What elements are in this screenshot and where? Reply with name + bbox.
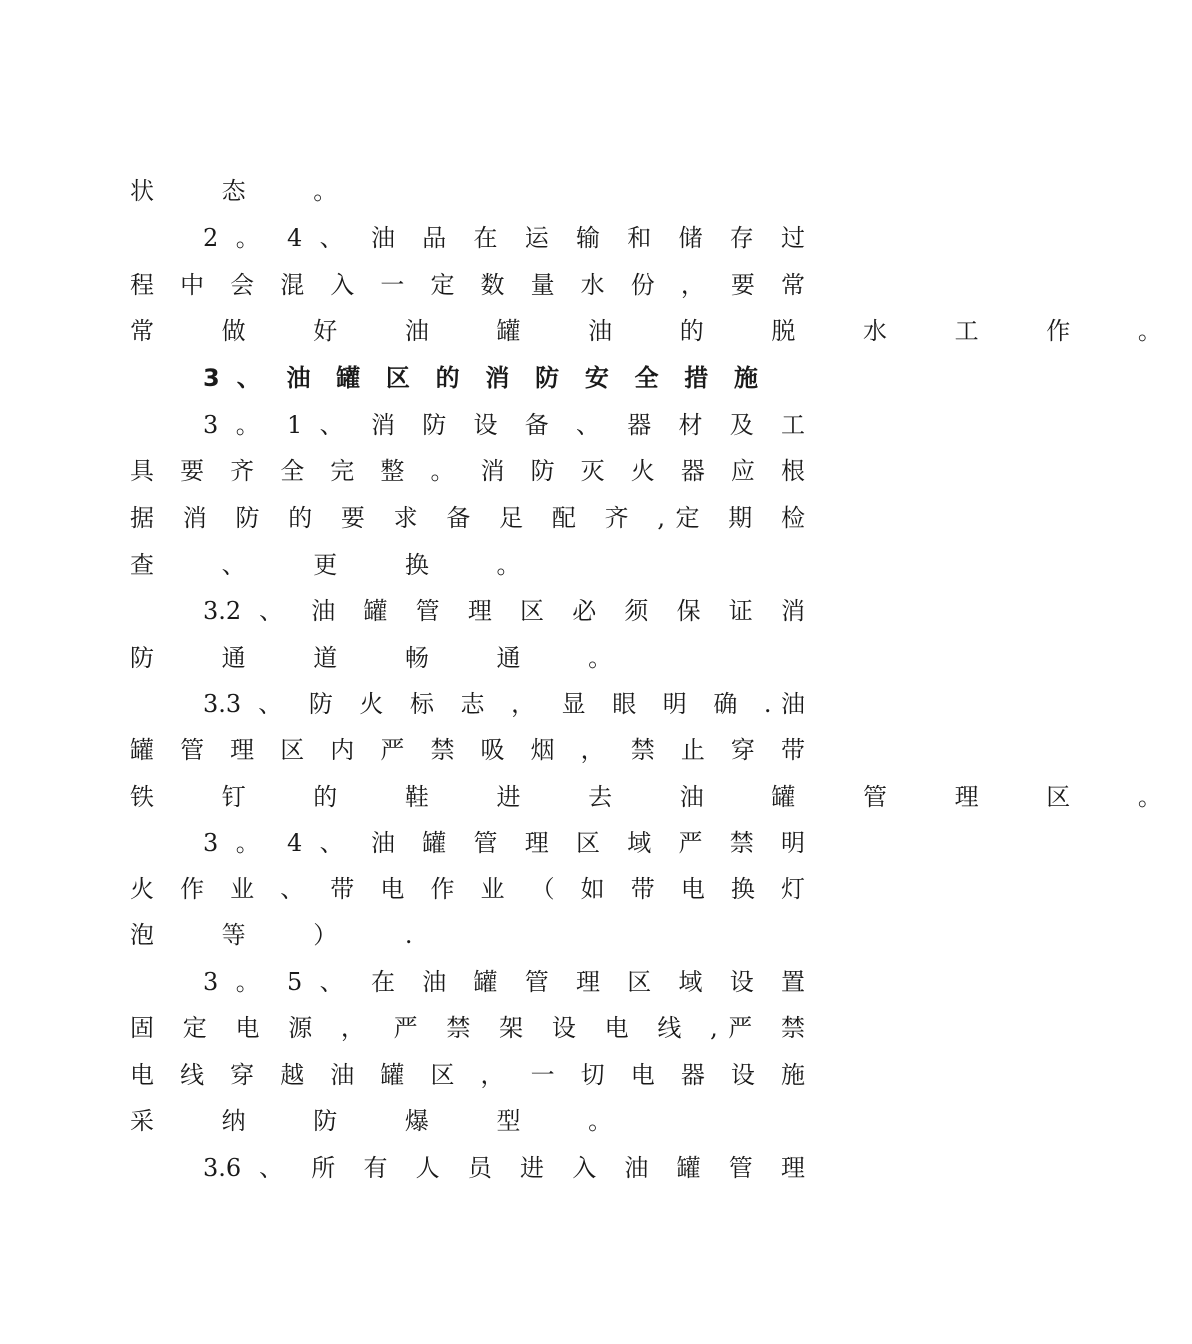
section-heading: 3 、 油 罐 区 的 消 防 安 全 措 施 — [203, 364, 758, 392]
text-line: 3 。 5 、 在 油 罐 管 理 区 域 设 置 — [203, 968, 805, 996]
text-line: 火 作 业 、 带 电 作 业 （ 如 带 电 换 灯 — [130, 875, 805, 903]
text-line: 3.6 、 所 有 人 员 进 入 油 罐 管 理 — [203, 1154, 805, 1182]
text-line: 固 定 电 源 ， 严 禁 架 设 电 线 ,严 禁 — [130, 1014, 805, 1042]
text-line: 泡 等 ） . — [130, 921, 443, 949]
text-line: 具 要 齐 全 完 整 。 消 防 灭 火 器 应 根 — [130, 457, 805, 485]
text-line: 3.2 、 油 罐 管 理 区 必 须 保 证 消 — [203, 597, 805, 625]
text-line: 3 。 1 、 消 防 设 备 、 器 材 及 工 — [203, 411, 805, 439]
text-line: 2 。 4 、 油 品 在 运 输 和 储 存 过 — [203, 224, 805, 252]
text-line: 常 做 好 油 罐 油 的 脱 水 工 作 。 — [130, 317, 1192, 345]
text-line: 程 中 会 混 入 一 定 数 量 水 份 ， 要 常 — [130, 271, 805, 299]
text-line: 据 消 防 的 要 求 备 足 配 齐 ,定 期 检 — [130, 504, 805, 532]
text-line: 罐 管 理 区 内 严 禁 吸 烟 ， 禁 止 穿 带 — [130, 736, 805, 764]
text-line: 防 通 道 畅 通 。 — [130, 644, 643, 672]
text-line: 状 态 。 — [130, 177, 368, 205]
text-line: 3.3 、 防 火 标 志 ， 显 眼 明 确 .油 — [203, 690, 805, 718]
text-line: 3 。 4 、 油 罐 管 理 区 域 严 禁 明 — [203, 829, 805, 857]
text-line: 电 线 穿 越 油 罐 区 ， 一 切 电 器 设 施 — [130, 1061, 805, 1089]
text-line: 采 纳 防 爆 型 。 — [130, 1107, 643, 1135]
text-line: 查 、 更 换 。 — [130, 551, 551, 579]
text-line: 铁 钉 的 鞋 进 去 油 罐 管 理 区 。 — [130, 783, 1192, 811]
